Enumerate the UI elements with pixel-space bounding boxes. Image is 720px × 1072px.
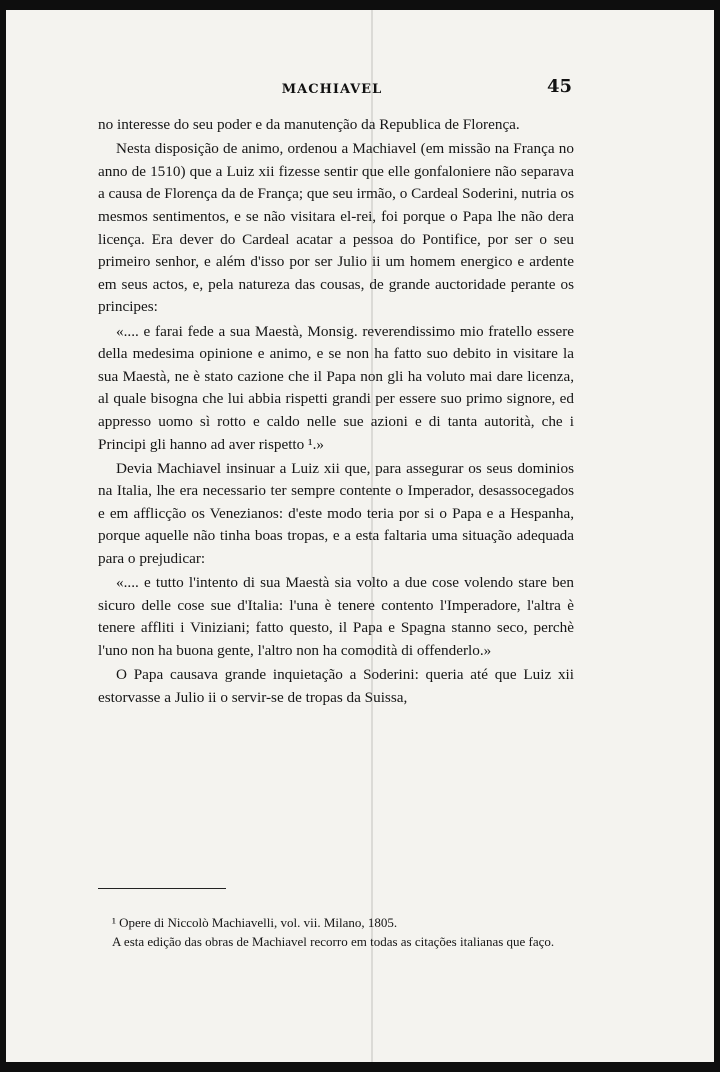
footnote: ¹ Opere di Niccolò Machiavelli, vol. vii. Milano, 1805. (112, 915, 398, 930)
paragraph-continuation: no interesse do seu poder e da manutenção da Republica de Florença. (98, 116, 520, 133)
paragraph: O Papa causava grande inquietação a Soderini: queria até que Luiz xii estorvasse a Julio ii o servir-se de tropas da Suissa, (98, 666, 574, 706)
body-text (98, 114, 574, 711)
quotation: «.... e tutto l'intento di sua Maestà sia volto a due cose volendo stare ben sicuro delle cose sue d'Italia: l'una è tenere contento l'Imperadore, l'altra è tenere affliti i Viniziani; fatto questo, il Papa e Spagna stanno seco, perchè l'uno non ha buona gente, l'altro non ha comodità di offenderlo.» (98, 574, 574, 660)
scanned-page (6, 10, 714, 1062)
paragraph: Devia Machiavel insinuar a Luiz xii que, para assegurar os seus dominios na Italia, lhe era necessario ter sempre contente o Imperador, desassocegados e em afflicção os Venezianos: d'este modo teria por si o Papa e a Hespanha, porque aquelle não tinha boas tropas, e a esta faltaria uma situação adequada para o prejudicar: (98, 459, 574, 568)
page-number: 45 (546, 76, 572, 97)
footnotes (98, 914, 574, 951)
footnote: A esta edição das obras de Machiavel recorro em todas as citações italianas que faço. (112, 933, 555, 949)
footnote-rule (98, 888, 226, 889)
quotation: «.... e farai fede a sua Maestà, Monsig. reverendissimo mio fratello essere della medesima opinione e animo, e se non ha fatto suo debito in visitare la sua Maestà, ne è stato cazione che il Papa non gli ha voluto mai dare licenza, al quale bisogna che lui abbia rispetti grandi per essere suo primo signore, ed appresso uomo sì rotto e caldo nelle sue azioni e di tanta autorità, che i Principi gli hanno ad aver rispetto ¹.» (98, 322, 574, 453)
paragraph: Nesta disposição de animo, ordenou a Machiavel (em missão na França no anno de 1510) que a Luiz xii fizesse sentir que elle gonfaloniere não separava a causa de Florença da de França; que seu irmão, o Cardeal Soderini, nutria os mesmos sentimentos, e se não visitara el-rei, foi porque o Papa lhe não dera licença. Era dever do Cardeal acatar a pessoa do Pontifice, por ser o seu primeiro senhor, e além d'isso por ser Julio ii um homem energico e ardente em seus actos, e, pela natureza das cousas, de grande auctoridade perante os principes: (98, 140, 574, 316)
page-header (92, 74, 572, 104)
running-head: MACHIAVEL (281, 82, 383, 97)
